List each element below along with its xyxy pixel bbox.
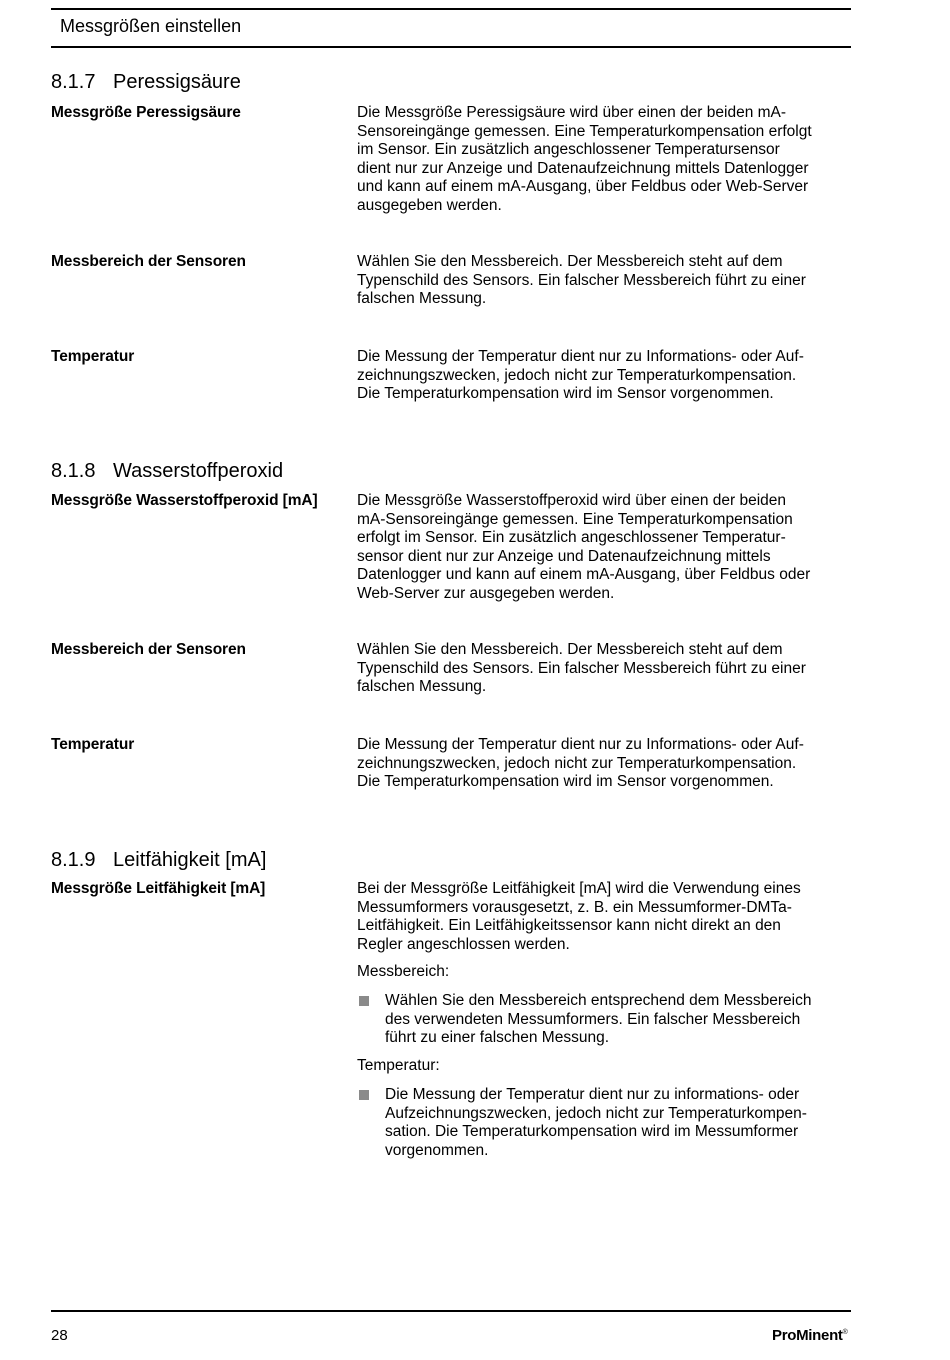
section-heading: [51, 849, 266, 872]
prominent-logo: [772, 1327, 848, 1344]
row-label: Temperatur: [51, 348, 135, 365]
row-label: Temperatur: [51, 736, 135, 753]
row-description: Die Messgröße Wasserstoffperoxid wird über einen der beiden mA-Sensoreingänge gemessen. Eine Temperaturkompensation erfolgt im Sensor. Ein zusätzlich angeschlossener Temperatur- sensor dient nur zur Anzeige und Datenaufzeichnung mittels Datenlogger und kann auf einem mA-Ausgang, über Feldbus oder Web-Server zur ausgegeben werden.: [357, 492, 811, 602]
section-heading: [51, 460, 283, 483]
row-description: Wählen Sie den Messbereich. Der Messbereich steht auf dem Typenschild des Sensors. Ein falscher Messbereich führt zu einer falschen Messung.: [357, 641, 806, 695]
bullet-square-icon: [359, 1090, 369, 1100]
row-label: Messbereich der Sensoren: [51, 253, 246, 270]
row-label: Messbereich der Sensoren: [51, 641, 246, 658]
footer-rule: [51, 1310, 851, 1312]
section-heading: [51, 71, 241, 94]
section-number: 8.1.8: [51, 460, 96, 482]
page-number: 28: [51, 1327, 68, 1344]
header-top-rule: [51, 8, 851, 10]
subheading-messbereich: Messbereich:: [357, 963, 450, 980]
row-description: Die Messung der Temperatur dient nur zu Informations- oder Auf- zeichnungszwecken, jedoch nicht zur Temperaturkompensation. Die Temperaturkompensation wird im Sensor vorgenommen.: [357, 736, 804, 790]
row-label: Messgröße Wasserstoffperoxid [mA]: [51, 492, 318, 509]
row-description: Bei der Messgröße Leitfähigkeit [mA] wird die Verwendung eines Messumformers vorausgesetzt, z. B. ein Messumformer-DMTa- Leitfähigkeit. Ein Leitfähigkeitssensor kann nicht direkt an den Regler angeschlossen werden.: [357, 880, 801, 953]
page-header-title: Messgrößen einstellen: [60, 16, 242, 36]
row-description: Die Messgröße Peressigsäure wird über einen der beiden mA- Sensoreingänge gemessen. Eine Temperaturkompensation erfolgt im Sensor. Ein zusätzlich angeschlossener Temperatursensor dient nur zur Anzeige und Datenaufzeichnung mittels Datenlogger und kann auf einem mA-Ausgang, über Feldbus oder Web-Server ausgegeben werden.: [357, 104, 812, 214]
subheading-temperatur: Temperatur:: [357, 1057, 440, 1074]
section-title: Leitfähigkeit [mA]: [113, 849, 267, 871]
bullet-square-icon: [359, 996, 369, 1006]
section-title: Peressigsäure: [113, 71, 241, 93]
row-description: Wählen Sie den Messbereich. Der Messbereich steht auf dem Typenschild des Sensors. Ein falscher Messbereich führt zu einer falschen Messung.: [357, 253, 806, 307]
row-description: Die Messung der Temperatur dient nur zu Informations- oder Auf- zeichnungszwecken, jedoch nicht zur Temperaturkompensation. Die Temperaturkompensation wird im Sensor vorgenommen.: [357, 348, 804, 402]
bullet-text: Wählen Sie den Messbereich entsprechend dem Messbereich des verwendeten Messumformers. Ein falscher Messbereich führt zu einer falschen Messung.: [385, 992, 812, 1046]
bullet-text: Die Messung der Temperatur dient nur zu informations- oder Aufzeichnungszwecken, jedoch nicht zur Temperaturkompen- sation. Die Temperaturkompensation wird im Messumformer vorgenommen.: [385, 1086, 807, 1159]
header-bottom-rule: [51, 46, 851, 48]
row-label: Messgröße Peressigsäure: [51, 104, 241, 121]
logo-text: ProMinent: [772, 1327, 843, 1344]
row-label: Messgröße Leitfähigkeit [mA]: [51, 880, 266, 897]
section-title: Wasserstoffperoxid: [113, 460, 284, 482]
section-number: 8.1.9: [51, 849, 96, 871]
section-number: 8.1.7: [51, 71, 96, 93]
logo-registered-mark: ®: [842, 1329, 848, 1336]
